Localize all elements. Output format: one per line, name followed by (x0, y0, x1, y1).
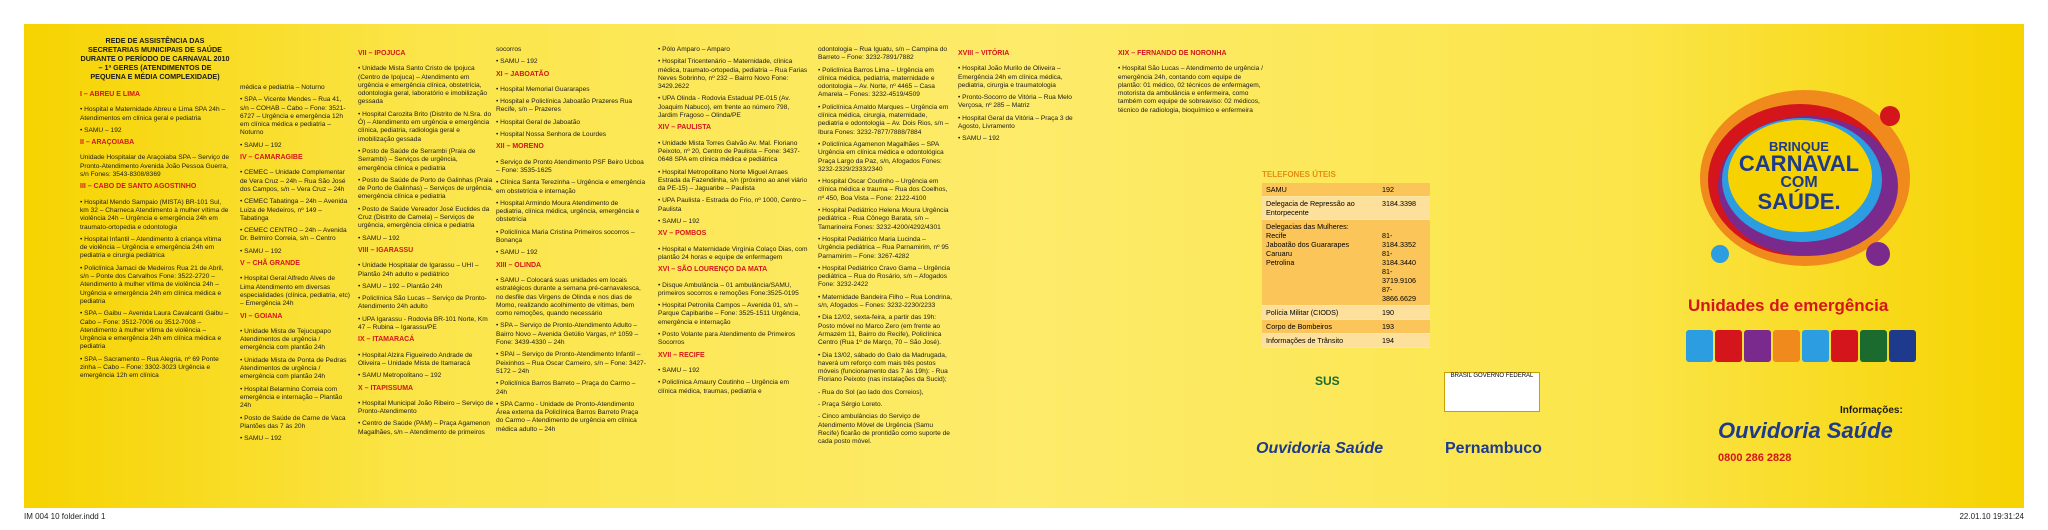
pernambuco-logo: Pernambuco (1445, 440, 1542, 457)
phone-row (1262, 220, 1430, 306)
facility-entry: • SAMU Metropolitano – 192 (358, 372, 442, 380)
facility-entry: • Unidade Hospitalar de Igarassu – UHI – Plantão 24h adulto e pediátrico (358, 262, 479, 278)
phone-label: Corpo de Bombeiros (1266, 322, 1332, 331)
facility-entry: • Dia 13/02, sábado do Galo da Madrugada, haverá um reforço com mais três postos móveis (funcionamento das 7 às 19h): - Rua Floriano Peixoto (nas instalações da Sucid); (818, 351, 948, 384)
phone-number: 190 (1382, 308, 1394, 317)
facility-entry: • Hospital Municipal João Ribeiro – Serviço de Pronto-Atendimento (358, 399, 493, 416)
facility-entry: • UPA Paulista - Estrada do Frio, nº 1000, Centro – Paulista (658, 197, 807, 213)
phone-row (1262, 183, 1430, 197)
ouvidoria-small-logo: Ouvidoria Saúde (1256, 440, 1384, 457)
print-slug-left: IM 004 10 folder.indd 1 (24, 512, 106, 521)
facility-entry: • Unidade Mista Santo Cristo de Ipojuca (Centro de Ipojuca) – Atendimento em urgência e emergência clínica, obstetrícia, odontologia geral, laboratório e imobilização gessada (358, 65, 488, 106)
facility-entry: • SAMU – 192 (658, 366, 700, 374)
facility-entry: Unidade Hospitalar de Araçoiaba SPA – Serviço de Pronto-Atendimento Avenida João Pessoa Guerra, s/n Fones: 3543-8308/8369 (80, 154, 230, 179)
section-heading: XIV – PAULISTA (658, 124, 712, 132)
phone-label: SAMU (1266, 185, 1287, 194)
brand-line-1: BRINQUE (1769, 139, 1829, 154)
facility-entry: • Hospital Memorial Guararapes (496, 85, 590, 93)
phone-number: 193 (1382, 322, 1394, 331)
brand-line-4: SAÚDE. (1757, 189, 1841, 214)
facility-entry: • Policlínica Barros Lima – Urgência em clínica médica, pediatria, maternidade e odontologia – Av. Norte, nº 4465 – Casa Amarela – Fones: 3232-4519/4509 (818, 66, 935, 99)
section-heading: XII – MORENO (496, 143, 544, 151)
phone-row (1262, 320, 1430, 334)
section-heading: IX – ITAMARACÁ (358, 336, 415, 344)
facility-entry: • Posto Volante para Atendimento de Primeiros Socorros (658, 331, 796, 347)
facility-entry: médica e pediatria – Noturno (240, 84, 325, 91)
facility-entry: odontologia – Rua Iguatu, s/n – Campina do Barreto – Fone: 3232-7891/7882 (818, 46, 948, 62)
facility-entry: - Cinco ambulâncias do Serviço de Atendimento Móvel de Urgência (Samu Recife) ficarão de prontidão como suporte de cada posto móvel. (818, 413, 950, 446)
phone-number: 3184.3398 (1382, 199, 1416, 208)
section-heading: X – ITAPISSUMA (358, 384, 414, 392)
facility-entry: • Hospital Geral da Vitória – Praça 3 de Agosto, Livramento (958, 114, 1073, 131)
phone-number: 81-3184.3352 81-3184.3440 81-3719.9106 87-3866.6629 (1382, 231, 1416, 303)
section-heading: XIII – OLINDA (496, 261, 542, 269)
info-label: Informações: (1840, 405, 1903, 416)
column-6 (818, 46, 953, 450)
section-heading: XVII – RECIFE (658, 351, 705, 359)
facility-entry: • SPA Carmo - Unidade de Pronto-Atendimento Área externa da Policlínica Barros Barreto Praça do Carmo – Atendimento de urgência em clínica médica adulto – 24h (496, 400, 639, 433)
ouvidoria-phone: 0800 286 2828 (1718, 452, 1792, 464)
facility-entry: • Hospital Alzira Figueiredo Andrade de Oliveira – Unidade Mista de Itamaracá (358, 351, 473, 367)
facility-entry: • Policlínica Agamenon Magalhães – SPA Urgência em clínica médica e odontológica Praça Largo da Paz, s/n, Afogados Fones: 3232-2329/2333/2340 (818, 140, 944, 173)
phone-label: Polícia Militar (CIODS) (1266, 308, 1339, 317)
facility-entry: • Serviço de Pronto Atendimento PSF Beiro Ucboa – Fone: 3535-1625 (496, 158, 644, 174)
facility-entry: • SAMU – 192 – Plantão 24h (358, 282, 443, 290)
facility-entry: • Hospital Tricentenário – Maternidade, clínica médica, traumato-ortopedia, pediatria – Rua Farias Neves Sobrinho, nº 232 – Bairro Novo Fone: 3429.2622 (658, 58, 808, 91)
column-7 (958, 46, 1078, 148)
facility-entry: • Posto de Saúde de Carne de Vaca Plantões das 7 às 20h (240, 414, 346, 430)
facility-entry: • SPA – Serviço de Pronto-Atendimento Adulto – Bairro Novo – Avenida Getúlio Vargas, nº 1059 – Fone: 3439-4330 – 24h (496, 322, 639, 347)
facility-entry: • Hospital João Murilo de Oliveira – Emergência 24h em clínica médica, pediatria, cirurgia e traumatologia (958, 65, 1063, 89)
facility-entry: • SPA – Sacramento – Rua Alegria, nº 69 Ponte zinha – Cabo – Fone: 3302-3023 Urgência e emergência 12h em clínica (80, 355, 219, 380)
section-heading: XI – JABOATÃO (496, 70, 550, 78)
document-header: REDE DE ASSISTÊNCIA DAS SECRETARIAS MUNICIPAIS DE SAÚDE DURANTE O PERÍODO DE CARNAVAL 2010 – 1ª GERES (ATENDIMENTOS DE PEQUENA E MÉDIA COMPLEXIDADE) (80, 36, 230, 81)
phone-label: Delegacia de Repressão ao Entorpecente (1266, 199, 1355, 217)
facility-entry: • Dia 12/02, sexta-feira, a partir das 19h: Posto móvel no Marco Zero (em frente ao Armazém 11, Bairro do Recife), Policlínica Centro (Rua 1º de Março, 70 – São José). (818, 314, 942, 347)
column-5 (658, 46, 808, 400)
facility-entry: • Hospital Mendo Sampaio (MISTA) BR-101 Sul, km 32 – Charneca Atendimento à mulher vítima de violência 24h – Urgência e emergência 24h em traumato-ortopedia e odontologia (80, 198, 229, 231)
facility-entry: • Hospital Oscar Coutinho – Urgência em clínica médica e trauma – Rua dos Coelhos, nº 450, Boa Vista – Fone: 2122-4100 (818, 178, 948, 202)
facility-entry: • SAMU – 192 (658, 218, 700, 226)
facility-entry: • Hospital Infantil – Atendimento à criança vítima de violência – Urgência e emergência 24h em pediatria e cirurgia pediátrica (80, 235, 222, 260)
column-1 (80, 36, 230, 385)
facility-entry: • Centro de Saúde (PAM) – Praça Agamenon Magalhães, s/n – Atendimento de primeiros (358, 420, 490, 436)
facility-entry: • Posto de Saúde Vereador José Euclides da Cruz (Distrito de Camela) – Serviços de urgência, emergência clínica e pediatria (358, 205, 490, 230)
facility-entry: • SAMU – 192 (958, 135, 1000, 143)
facility-entry: • Policlínica Amaury Coutinho – Urgência em clínica médica, traumas, pediatria e (658, 379, 789, 395)
facility-entry: • Pronto-Socorro de Vitória – Rua Melo Verçosa, nº 285 – Matriz (958, 94, 1072, 110)
facility-entry: • SPA – Gaibu – Avenida Laura Cavalcanti Gaibu – Cabo – Fone: 3512-7006 ou 3512-7008 – Atendimento à mulher vítima de violência – Urgência e emergência 24h em clínica médica e pediatria (80, 310, 229, 351)
facility-entry: • Hospital Geral de Jaboatão (496, 118, 581, 126)
sus-logo: SUS (1315, 374, 1340, 388)
print-slug-right: 22.01.10 19:31:24 (1959, 512, 2024, 521)
facility-entry: • Policlínica Arnaldo Marques – Urgência em clínica médica, cirurgia, maternidade, pediatria e odontologia – Av. Dois Rios, s/n – Ibura Fones: 3232-7877/7888/7884 (818, 103, 949, 136)
column-2 (240, 84, 350, 447)
facility-entry: • CEMEC CENTRO – 24h – Avenida Dr. Belmiro Correia, s/n – Centro (240, 227, 347, 243)
facility-entry: • Policlínica Barros Barreto – Praça do Carmo – 24h (496, 380, 636, 396)
facility-entry: • Hospital Petronila Campos – Avenida 01, s/n – Parque Capibaribe – Fone: 3525-1511 Urgência, emergência e internação (658, 302, 801, 326)
phone-label: Delegacias das Mulheres: Recife Jaboatão dos Guararapes Caruaru Petrolina (1266, 222, 1350, 267)
facility-entry: socorros (496, 46, 522, 53)
facility-entry: - Praça Sérgio Loreto. (818, 400, 883, 408)
facility-entry: • SPAI – Serviço de Pronto-Atendimento Infantil – Peixinhos – Rua Oscar Carneiro, s/n – Fone: 3427-5172 – 24h (496, 351, 646, 375)
phone-label: Informações de Trânsito (1266, 336, 1344, 345)
phone-row (1262, 306, 1430, 320)
facility-entry: • Hospital Armindo Moura Atendimento de pediatria, clínica médica, urgência, emergência e obstetrícia (496, 199, 640, 224)
facility-entry: • Clínica Santa Terezinha – Urgência e emergência em obstetrícia e internação (496, 179, 646, 195)
column-8 (1118, 46, 1263, 119)
ouvidoria-logo: Ouvidoria Saúde (1718, 418, 1893, 443)
facility-entry: • SAMU – 192 (358, 234, 400, 242)
carnival-brand-logo (1690, 68, 1920, 288)
facility-entry: • Posto de Saúde de Serrambi (Praia de Serrambi) – Serviços de urgência, emergência clínica e pediatria (358, 147, 476, 172)
section-heading: XVIII – VITÓRIA (958, 50, 1010, 57)
facility-entry: • Maternidade Bandeira Filho – Rua Londrina, s/n, Afogados – Fones: 3232-2230/2233 (818, 293, 952, 310)
section-heading: XIX – FERNANDO DE NORONHA (1118, 50, 1227, 57)
facility-entry: • Posto de Saúde de Porto de Galinhas (Praia de Porto de Galinhas) – Serviços de urgência, emergência clínica e pediatria (358, 176, 493, 201)
section-heading: IV – CAMARAGIBE (240, 154, 303, 162)
section-heading: II – ARAÇOIABA (80, 139, 135, 147)
facility-entry: • Policlínica São Lucas – Serviço de Pronto-Atendimento 24h adulto (358, 295, 487, 311)
phone-row (1262, 334, 1430, 348)
facility-entry: • Policlínica Maria Cristina Primeiros socorros – Bonança (496, 228, 635, 245)
facility-entry: • UPA Igarassu - Rodovia BR-101 Norte, Km 47 – Rubina – Igarassu/PE (358, 315, 488, 332)
facility-entry: • SAMU – 192 (240, 435, 282, 443)
section-heading: VI – GOIANA (240, 312, 283, 320)
facility-entry: • Hospital Belarmino Correia com emergência e internação – Plantão 24h (240, 385, 343, 410)
facility-entry: • SAMU – 192 (240, 141, 282, 149)
facility-entry: • SPA – Vicente Mendes – Rua 41, s/n – COHAB – Cabo – Fone: 3521-6727 – Urgência e emergência 12h em clínica médica e pediatria – Noturno (240, 96, 346, 137)
facility-entry: • SAMU – 192 (80, 126, 122, 134)
facility-entry: • Hospital Geral Alfredo Alves de Lima Atendimento em diversas especialidades (clínica, pediatria, etc) – Emergência 24h (240, 275, 350, 308)
useful-phones-title: TELEFONES ÚTEIS (1262, 170, 1336, 179)
facility-entry: • Hospital e Maternidade Virgínia Colaço Dias, com plantão 24 horas e equipe de enfermagem (658, 245, 808, 261)
facility-entry: • Unidade Mista Torres Galvão Av. Mal. Floriano Peixoto, nº 20, Centro de Paulista – Fone: 3437-0648 SPA em clínica médica e pediátrica (658, 139, 800, 164)
facility-entry: • SAMU – 192 (496, 249, 538, 257)
section-heading: XVI – SÃO LOURENÇO DA MATA (658, 266, 768, 274)
section-heading: VII – IPOJUCA (358, 50, 406, 57)
facility-entry: • SAMU – 192 (496, 58, 538, 66)
facility-entry: • Hospital e Maternidade Abreu e Lima SPA 24h – Atendimentos em clínica geral e pediatria (80, 106, 226, 122)
facility-entry: • SAMU – 192 (240, 247, 282, 255)
brasil-logo: BRASIL GOVERNO FEDERAL (1444, 372, 1540, 412)
brand-line-2: CARNAVAL (1738, 151, 1860, 176)
facility-entry: • Hospital Pediátrico Maria Lucinda – Urgência pediátrica – Rua Parnamirim, nº 95 Parnamirim – Fone: 3267-4282 (818, 235, 949, 260)
facility-entry: • Hospital Carozita Brito (Distrito de N.Sra. do Ó) – Atendimento em urgência e emergência clínica, pediatria, radiologia geral e imobilização gessada (358, 110, 492, 143)
facility-entry: • Disque Ambulância – 01 ambulância/SAMU, primeiros socorros e remoções Fone:3525-0195 (658, 281, 799, 297)
section-heading: I – ABREU E LIMA (80, 91, 141, 98)
phone-row (1262, 197, 1430, 220)
phone-number: 194 (1382, 336, 1394, 345)
useful-phones-table (1262, 170, 1430, 348)
facility-entry: • CEMEC Tabatinga – 24h – Avenida Luiza de Medeiros, nº 149 – Tabatinga (240, 198, 348, 222)
facility-entry: • SAMU – Colocará suas unidades em locais estratégicos durante a semana pré-carnavalesca, no desfile das Virgens de Olinda e nos dias de Momo, realizando acolhimento de vítimas, bem como remoções, quando necessário (496, 276, 641, 318)
facility-entry: • Pólo Amparo – Amparo (658, 46, 730, 53)
phone-number: 192 (1382, 185, 1394, 194)
facility-entry: • Hospital Nossa Senhora de Lourdes (496, 131, 607, 139)
facility-entry: • Hospital Pediátrico Helena Moura Urgência pediátrica - Rua Cônego Barata, s/n – Tamarineira Fones: 3232-4200/4292/4301 (818, 207, 949, 231)
carnival-mask-strip (1686, 330, 1916, 362)
facility-entry: - Rua do Sol (ao lado dos Correios), (818, 388, 924, 396)
facility-entry: • Unidade Mista de Ponta de Pedras Atendimentos de urgência / emergência com plantão 24h (240, 356, 347, 381)
facility-entry: • CEMEC – Unidade Complementar de Vera Cruz – 24h – Rua São José dos Campos, s/n – Vera Cruz – 24h (240, 169, 346, 193)
section-heading: III – CABO DE SANTO AGOSTINHO (80, 183, 197, 191)
column-3 (358, 46, 493, 441)
facility-entry: • Hospital Metropolitano Norte Miguel Arraes Estrada da Fazendinha, s/n (próximo ao anel viário da PE-15) – Jaguaribe – Paulista (658, 168, 808, 193)
facility-entry: • UPA Olinda - Rodovia Estadual PE-015 (Av. Joaquim Nabuco), em frente ao número 798, Jardim Fragoso – Olinda/PE (658, 95, 791, 120)
facility-entry: • Hospital São Lucas – Atendimento de urgência / emergência 24h, contando com equipe de plantão: 01 médico, 02 técnicos de enfermagem, motorista da ambulância e enfermeira, como também com equipe de sobreaviso: 02 médicos, técnico de radiologia, bioquímico e enfermeira (1118, 65, 1263, 114)
facility-entry: • Unidade Mista de Tejucupapo Atendimentos de urgência / emergência com plantão 24h (240, 327, 331, 352)
section-heading: VIII – IGARASSU (358, 246, 414, 254)
column-4 (496, 46, 646, 438)
section-heading: XV – POMBOS (658, 230, 707, 238)
facility-entry: • Hospital e Policlínica Jaboatão Prazeres Rua Recife, s/n – Prazeres (496, 98, 633, 114)
facility-entry: • Policlínica Jamaci de Medeiros Rua 21 de Abril, s/n – Ponte dos Carvalhos Fone: 3522-2720 – Atendimento à mulher vítima de violência 24h – Urgência e emergência 24h em clínica médica e pediatria (80, 264, 224, 305)
brand-line-3: COM (1780, 174, 1818, 191)
emergency-units-title: Unidades de emergência (1688, 296, 1889, 315)
facility-entry: • Hospital Pediátrico Cravo Gama – Urgência pediátrica – Rua do Rosário, s/n – Afogados Fone: 3232-2422 (818, 264, 951, 289)
section-heading: V – CHÃ GRANDE (240, 260, 300, 268)
